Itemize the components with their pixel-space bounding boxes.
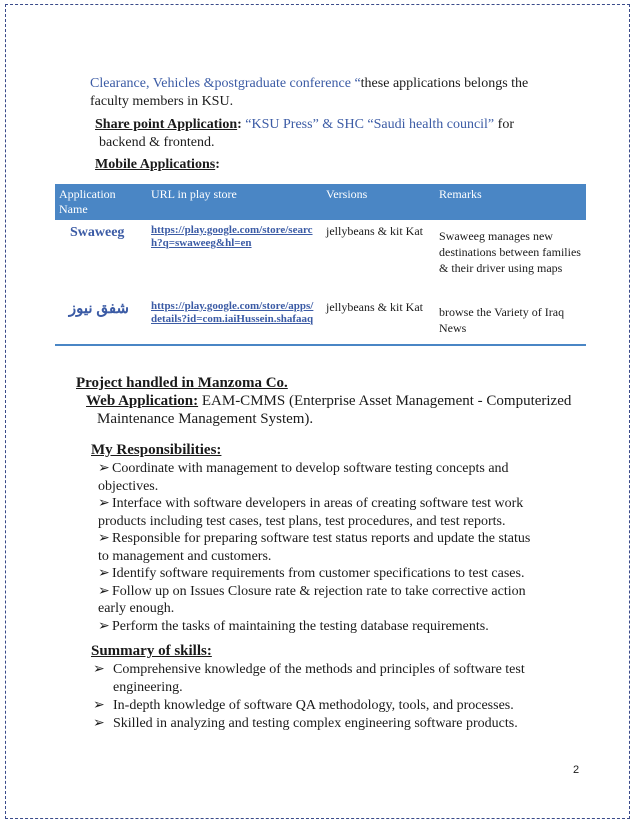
arrow-bullet-icon: ➢ <box>98 618 110 634</box>
project-heading: Project handled in Manzoma Co. <box>76 375 288 391</box>
list-item-first-line <box>93 697 583 715</box>
table-header-row <box>55 184 586 220</box>
mobile-heading <box>95 156 220 174</box>
list-item-continuation <box>98 548 578 566</box>
intro-line-1 <box>90 75 528 93</box>
list-item-text: early enough. <box>98 601 175 616</box>
list-item-text: objectives. <box>98 478 159 494</box>
header-application-name: Application Name <box>55 184 147 220</box>
versions-cell: jellybeans & kit Kat <box>326 299 423 314</box>
list-item <box>93 715 583 733</box>
list-item-continuation <box>98 600 578 618</box>
list-item-continuation <box>93 679 583 697</box>
mobile-apps-table <box>55 184 586 346</box>
skills-heading: Summary of skills: <box>91 643 212 659</box>
table-row <box>55 296 586 345</box>
arrow-bullet-icon: ➢ <box>93 698 105 713</box>
web-app-line-1 <box>86 392 571 410</box>
arrow-bullet-icon: ➢ <box>98 531 110 546</box>
header-remarks: Remarks <box>435 184 586 220</box>
list-item-continuation <box>98 513 578 531</box>
list-item <box>98 460 578 495</box>
list-item-text: Responsible for preparing software test status reports and update the status <box>112 531 531 546</box>
skills-list <box>93 661 583 733</box>
app-name-cell: Swaweeg <box>70 225 125 241</box>
responsibilities-list <box>98 460 578 635</box>
list-item-text: Perform the tasks of maintaining the testing database requirements. <box>112 618 489 634</box>
arrow-bullet-icon: ➢ <box>98 461 110 476</box>
mobile-heading-colon: : <box>215 157 220 172</box>
intro-black-text: these applications belongs the <box>360 76 529 91</box>
list-item-first-line <box>98 618 578 636</box>
list-item-text: to management and customers. <box>98 548 272 564</box>
list-item-text: Skilled in analyzing and testing complex engineering software products. <box>113 716 518 731</box>
intro-line-2: faculty members in KSU. <box>90 94 234 109</box>
intro-blue-text: Clearance, Vehicles &postgraduate conference “ <box>90 76 361 91</box>
sharepoint-line-2: backend & frontend. <box>99 135 215 150</box>
list-item-text: products including test cases, test plans, test procedures, and test reports. <box>98 513 506 529</box>
list-item <box>98 565 578 583</box>
list-item <box>93 661 583 697</box>
app-name-cell: شفق نيوز <box>68 300 129 317</box>
sharepoint-blue-text: “KSU Press” & SHC “Saudi health council” <box>241 117 495 132</box>
list-item <box>93 697 583 715</box>
list-item-text: Follow up on Issues Closure rate & rejection rate to take corrective action <box>112 583 526 599</box>
list-item <box>98 618 578 636</box>
web-app-line-2: Maintenance Management System). <box>97 411 314 427</box>
list-item-first-line <box>98 530 578 548</box>
remarks-cell: Swaweeg manages new destinations between families & their driver using maps <box>439 229 581 276</box>
list-item-first-line <box>93 661 583 679</box>
play-store-link[interactable]: https://play.google.com/store/apps/details?id=com.iaiHussein.shafaaq <box>151 299 314 325</box>
mobile-heading-label: Mobile Applications <box>95 157 216 172</box>
sharepoint-black-text: for <box>494 117 514 132</box>
list-item-text: In-depth knowledge of software QA methodology, tools, and processes. <box>113 698 514 713</box>
list-item-first-line <box>98 583 578 601</box>
list-item-first-line <box>93 715 583 733</box>
arrow-bullet-icon: ➢ <box>93 662 105 677</box>
list-item-first-line <box>98 565 578 583</box>
sharepoint-label: Share point Application <box>95 117 238 132</box>
arrow-bullet-icon: ➢ <box>98 496 110 511</box>
header-url: URL in play store <box>147 184 322 220</box>
versions-cell: jellybeans & kit Kat <box>326 224 423 239</box>
list-item-first-line <box>98 460 578 478</box>
page-number: 2 <box>573 764 580 776</box>
table-row <box>55 220 586 296</box>
web-app-label: Web Application: <box>86 393 199 409</box>
list-item <box>98 583 578 618</box>
list-item-continuation <box>98 478 578 496</box>
remarks-cell: browse the Variety of Iraq News <box>439 304 565 335</box>
sharepoint-line-1 <box>95 116 514 134</box>
list-item <box>98 530 578 565</box>
list-item-text: engineering. <box>113 680 183 695</box>
list-item-text: Comprehensive knowledge of the methods and principles of software test <box>113 662 525 677</box>
play-store-link[interactable]: https://play.google.com/store/search?q=swaweeg&hl=en <box>151 224 313 250</box>
list-item <box>98 495 578 530</box>
arrow-bullet-icon: ➢ <box>98 583 110 599</box>
sharepoint-colon: : <box>237 117 242 132</box>
header-versions: Versions <box>322 184 435 220</box>
list-item-text: Coordinate with management to develop software testing concepts and <box>112 461 509 476</box>
arrow-bullet-icon: ➢ <box>98 566 110 581</box>
web-app-text: EAM-CMMS (Enterprise Asset Management - Computerized <box>198 393 572 409</box>
list-item-text: Identify software requirements from customer specifications to test cases. <box>112 566 525 581</box>
list-item-first-line <box>98 495 578 513</box>
arrow-bullet-icon: ➢ <box>93 716 105 731</box>
list-item-text: Interface with software developers in areas of creating software test work <box>112 496 524 511</box>
responsibilities-heading: My Responsibilities: <box>91 442 222 458</box>
